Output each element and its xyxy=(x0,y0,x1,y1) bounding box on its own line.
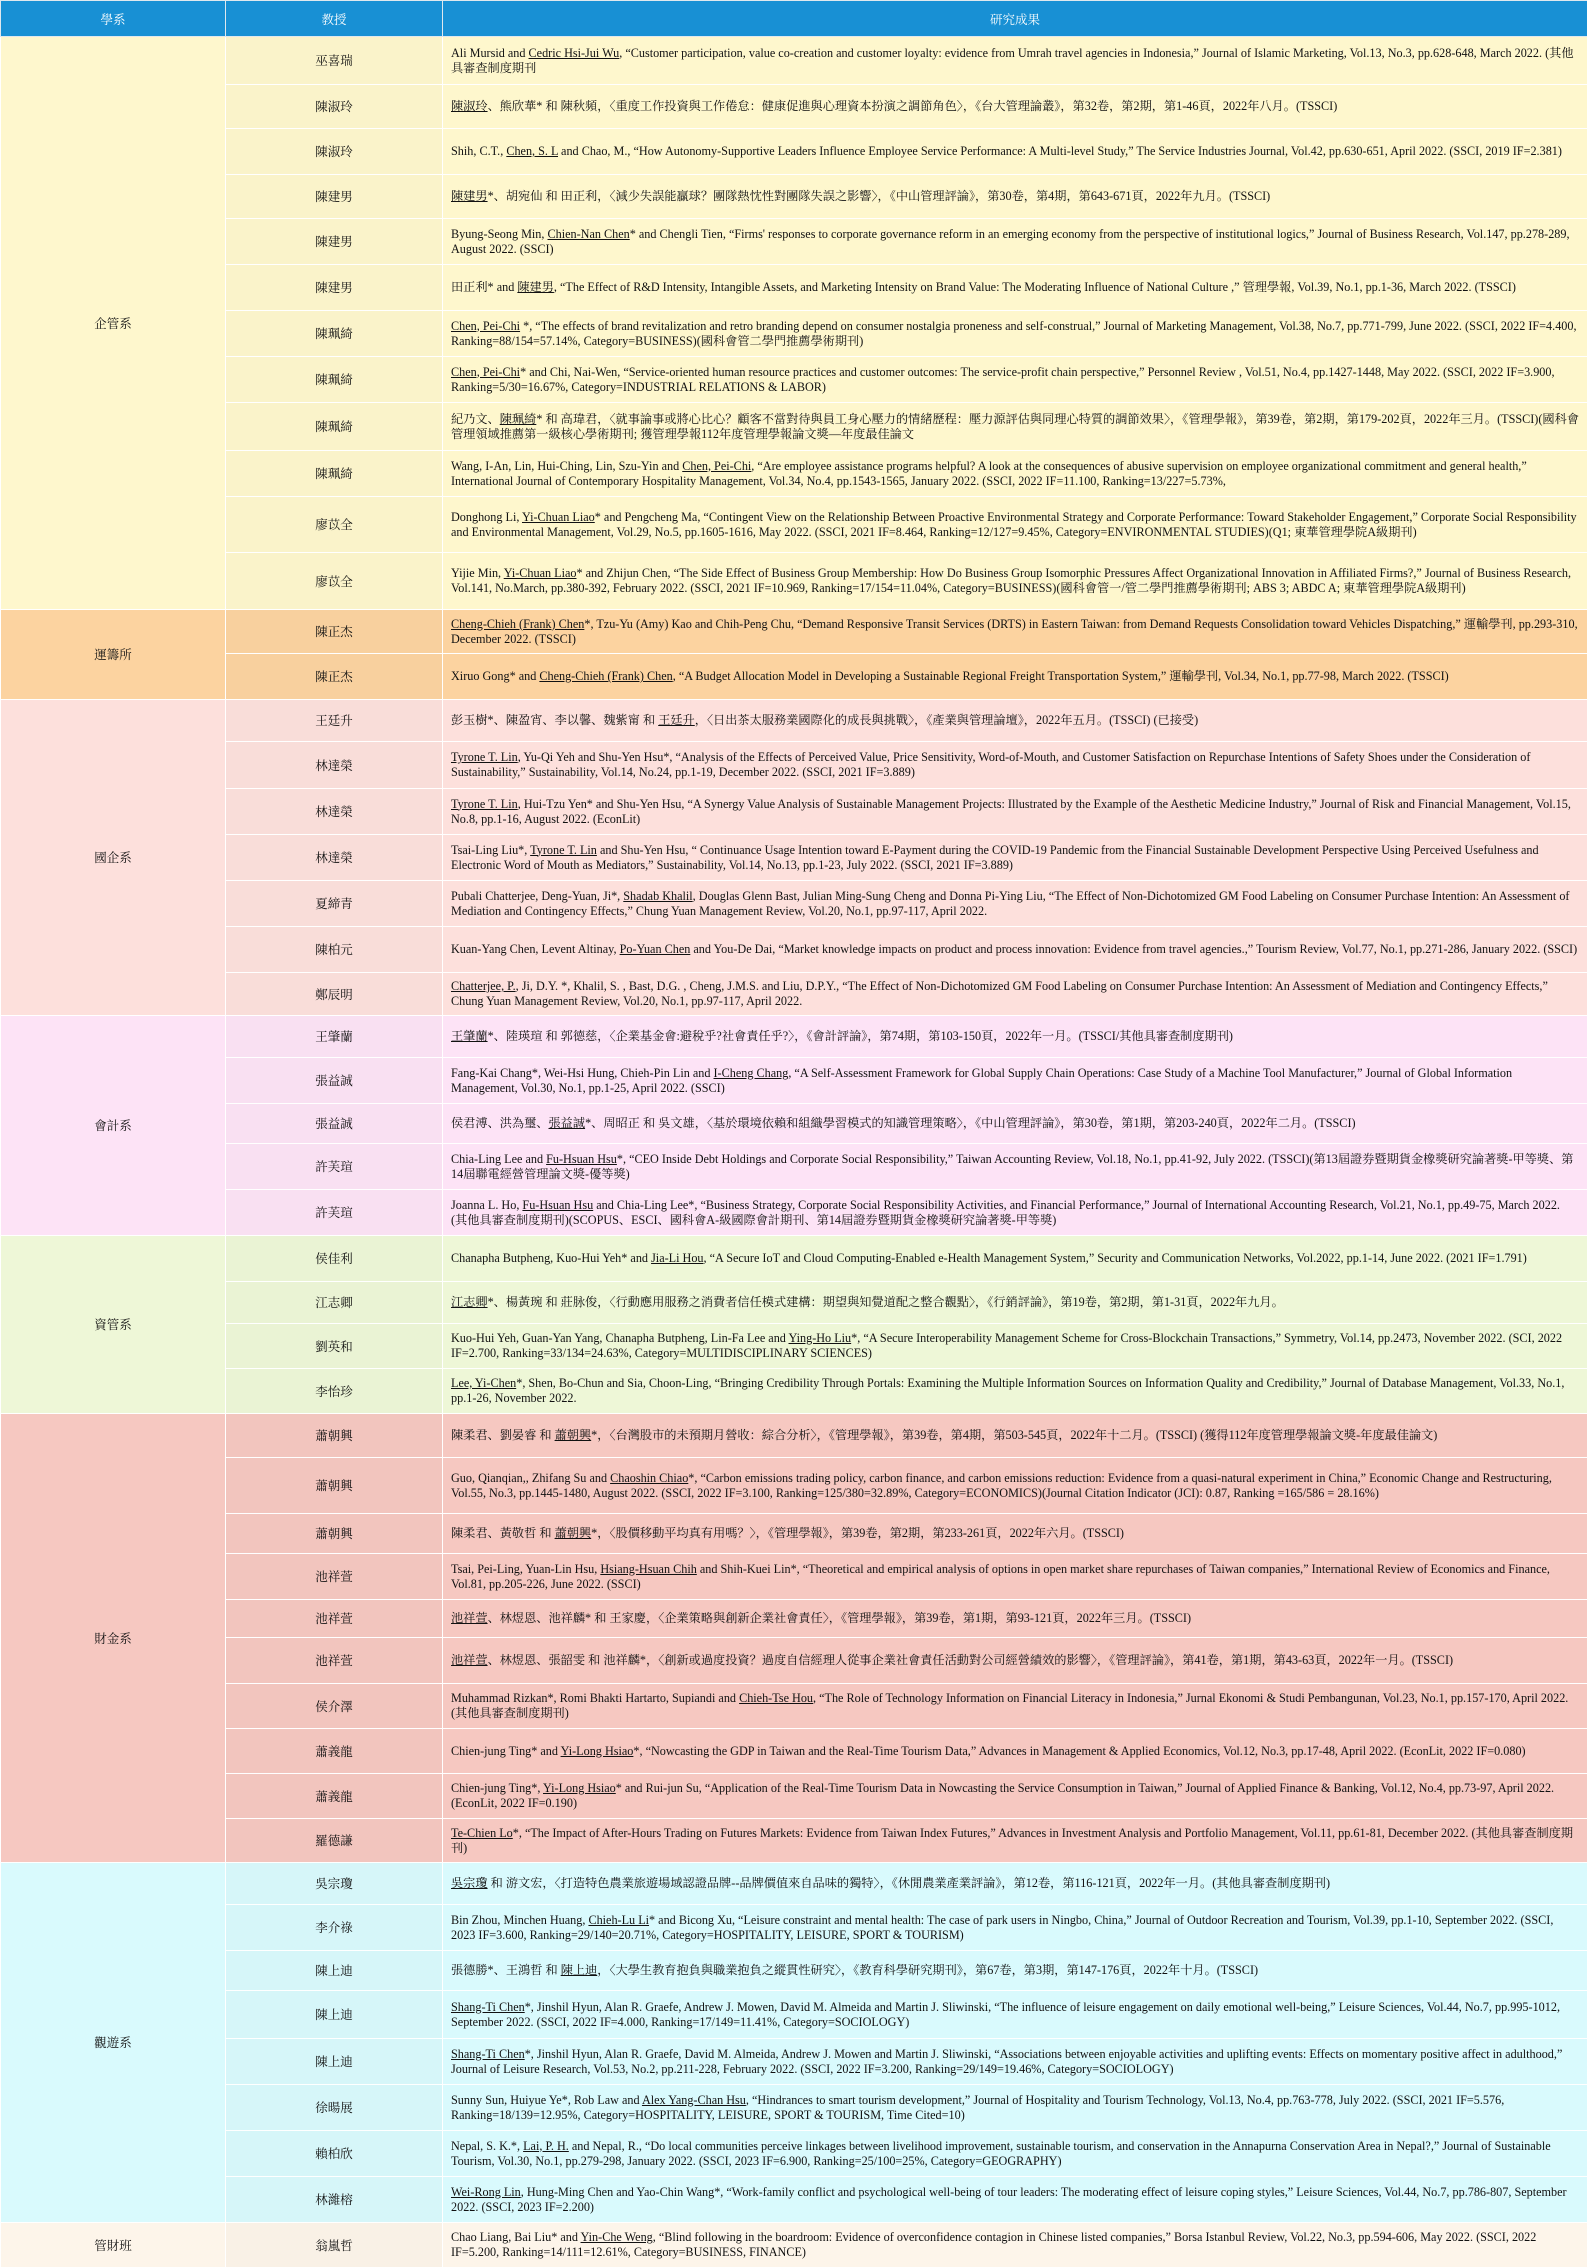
research-cell xyxy=(443,175,1587,219)
author-name: Jia-Li Hou xyxy=(651,1251,703,1265)
author-name: 蕭朝興 xyxy=(555,1428,592,1442)
table-row xyxy=(1,1282,1587,1324)
author-name: 陳建男 xyxy=(451,189,488,203)
table-row xyxy=(1,1016,1587,1058)
research-cell xyxy=(443,835,1587,881)
author-name: Shang-Ti Chen xyxy=(451,2047,525,2061)
professor-cell: 蕭朝興 xyxy=(226,1514,443,1554)
professor-cell: 侯介澤 xyxy=(226,1684,443,1729)
author-name: Lai, P. H. xyxy=(523,2139,569,2153)
research-cell xyxy=(443,1774,1587,1819)
citation-text: *、周昭正 和 吳文雄，〈基於環境依賴和組織學習模式的知識管理策略〉，《中山管理評論》，第30卷，第1期，第203-240頁，2022年二月。(TSSCI) xyxy=(585,1116,1356,1130)
author-name: 池祥萱 xyxy=(451,1611,488,1625)
citation-text: Guo, Qianqian,, Zhifang Su and xyxy=(451,1471,610,1485)
research-cell xyxy=(443,1458,1587,1514)
table-row xyxy=(1,1600,1587,1638)
table-row xyxy=(1,175,1587,219)
citation-text: Byung-Seong Min, xyxy=(451,227,548,241)
professor-cell: 陳淑玲 xyxy=(226,85,443,129)
professor-cell: 林達榮 xyxy=(226,742,443,789)
author-name: Shadab Khalil xyxy=(623,889,692,903)
author-name: Chien-Nan Chen xyxy=(548,227,630,241)
citation-text: Tsai-Ling Liu*, xyxy=(451,843,530,857)
table-row xyxy=(1,1554,1587,1600)
research-cell xyxy=(443,789,1587,835)
citation-text: Chanapha Butpheng, Kuo-Hui Yeh* and xyxy=(451,1251,651,1265)
professor-cell: 陳柏元 xyxy=(226,927,443,973)
professor-cell: 蕭朝興 xyxy=(226,1458,443,1514)
table-row xyxy=(1,973,1587,1016)
citation-text: , “The Role of Technology Information on Financial Literacy in Indonesia,” Jurnal Ekonomi & Studi Pembangunan, Vol.23, No.1, pp.157-170, April 2022. (其他具審查制度期刊) xyxy=(451,1691,1568,1720)
citation-text: and Chao, M., “How Autonomy-Supportive Leaders Influence Employee Service Performance: A Multi-level Study,” The Service Industries Journal, Vol.42, pp.630-651, April 2022. (SSCI, 2019 IF=2.381) xyxy=(558,144,1562,158)
author-name: Chieh-Tse Hou xyxy=(739,1691,813,1705)
professor-cell: 廖苡全 xyxy=(226,497,443,553)
citation-text: * 和 高瑋君，〈就事論事或將心比心？顧客不當對待與員工身心壓力的情緒歷程：壓力源評估與同理心特質的調節效果〉，《管理學報》，第39卷，第2期，第179-202頁，2022年三月。(TSSCI)(國科會管理領域推薦第一級核心學術期刊; 獲管理學報112年度管理學報論文獎—年度最佳論文 xyxy=(451,412,1579,441)
table-row xyxy=(1,1190,1587,1236)
research-cell xyxy=(443,85,1587,129)
author-name: 張益誠 xyxy=(549,1116,586,1130)
citation-text: , “Customer participation, value co-creation and customer loyalty: evidence from Umrah travel agencies in Indonesia,” Journal of Islamic Marketing, Vol.13, No.3, pp.628-648, March 2022. (其他具審查制度期刊 xyxy=(451,46,1574,75)
author-name: 陳珮綺 xyxy=(500,412,537,426)
citation-text: , Hui-Tzu Yen* and Shu-Yen Hsu, “A Synergy Value Analysis of Sustainable Management Projects: Illustrated by the Example of the Aesthetic Medicine Industry,” Journal of Risk and Financial Management, Vol.15, No.8, pp.1-16, August 2022. (EconLit) xyxy=(451,797,1571,826)
author-name: Chen, Pei-Chi xyxy=(451,319,520,333)
research-cell xyxy=(443,1190,1587,1236)
table-row xyxy=(1,789,1587,835)
research-cell xyxy=(443,129,1587,175)
professor-cell: 陳建男 xyxy=(226,175,443,219)
research-cell xyxy=(443,1016,1587,1058)
citation-text: *, Jinshil Hyun, Alan R. Graefe, Andrew J. Mowen, David M. Almeida and Martin J. Sliwinski, “The influence of leisure engagement on daily emotional well-being,” Leisure Sciences, Vol.44, No.7, pp.995-1012, September 2022. (SSCI, 2022 IF=4.000, Ranking=17/149=11.41%, Category=SOCIOLOGY) xyxy=(451,2000,1560,2029)
header-research: 研究成果 xyxy=(443,1,1587,37)
research-cell xyxy=(443,881,1587,927)
author-name: Chen, Pei-Chi xyxy=(451,365,520,379)
citation-text: , Hung-Ming Chen and Yao-Chin Wang*, “Work-family conflict and psychological well-being of tour leaders: The moderating effect of leisure coping styles,” Leisure Sciences, Vol.44, No.7, pp.786-807, September 2022. (SSCI, 2023 IF=2.200) xyxy=(451,2185,1567,2214)
research-cell xyxy=(443,2177,1587,2223)
author-name: Yi-Chuan Liao xyxy=(504,566,577,580)
citation-text: *, Tzu-Yu (Amy) Kao and Chih-Peng Chu, “Demand Responsive Transit Services (DRTS) in Eastern Taiwan: from Demand Requests Consolidation toward Vehicles Dispatching,” 運輸學刊, pp.293-310, December 2022. (TSSCI) xyxy=(451,617,1578,646)
citation-text: *，〈股價移動平均真有用嗎？〉，《管理學報》，第39卷，第2期，第233-261頁，2022年六月。(TSSCI) xyxy=(591,1526,1124,1540)
citation-text: *, “Nowcasting the GDP in Taiwan and the Real-Time Tourism Data,” Advances in Management & Applied Economics, Vol.12, No.3, pp.17-48, April 2022. (EconLit, 2022 IF=0.080) xyxy=(633,1744,1525,1758)
citation-text: Chien-jung Ting*, xyxy=(451,1781,543,1795)
author-name: Cheng-Chieh (Frank) Chen xyxy=(451,617,584,631)
professor-cell: 侯佳利 xyxy=(226,1236,443,1282)
table-row xyxy=(1,1905,1587,1951)
research-cell xyxy=(443,2085,1587,2131)
table-row xyxy=(1,1863,1587,1905)
professor-cell: 蕭朝興 xyxy=(226,1414,443,1458)
citation-text: *、胡宛仙 和 田正利，〈減少失誤能贏球？團隊熱忱性對團隊失誤之影響〉，《中山管理評論》，第30卷，第4期，第643-671頁，2022年九月。(TSSCI) xyxy=(488,189,1271,203)
research-cell xyxy=(443,1554,1587,1600)
author-name: Cheng-Chieh (Frank) Chen xyxy=(539,669,672,683)
author-name: Hsiang-Hsuan Chih xyxy=(600,1562,696,1576)
professor-cell: 羅德謙 xyxy=(226,1819,443,1863)
research-cell xyxy=(443,265,1587,311)
citation-text: Kuan-Yang Chen, Levent Altinay, xyxy=(451,942,620,956)
citation-text: , “A Budget Allocation Model in Developing a Sustainable Regional Freight Transportation System,” 運輸學刊, Vol.34, No.1, pp.77-98, March 2022. (TSSCI) xyxy=(673,669,1449,683)
citation-text: and Nepal, R., “Do local communities perceive linkages between livelihood improvement, sustainable tourism, and conservation in the Annapurna Conservation Area in Nepal?,” Journal of Sustainable Tourism, Vol.30, No.1, pp.279-298, January 2022. (SSCI, 2023 IF=6.900, Ranking=25/100=25%, Category=GEOGRAPHY) xyxy=(451,2139,1551,2168)
professor-cell: 池祥萱 xyxy=(226,1638,443,1684)
table-row xyxy=(1,835,1587,881)
citation-text: * and Chi, Nai-Wen, “Service-oriented human resource practices and customer outcomes: The service-profit chain perspective,” Personnel Review , Vol.51, No.4, pp.1427-1448, May 2022. (SSCI, 2022 IF=3.900, Ranking=5/30=16.67%, Category=INDUSTRIAL RELATIONS & LABOR) xyxy=(451,365,1555,394)
author-name: 陳淑玲 xyxy=(451,99,488,113)
author-name: Te-Chien Lo xyxy=(451,1826,513,1840)
table-row xyxy=(1,553,1587,610)
professor-cell: 蕭義龍 xyxy=(226,1774,443,1819)
research-cell xyxy=(443,553,1587,610)
citation-text: Sunny Sun, Huiyue Ye*, Rob Law and xyxy=(451,2093,642,2107)
research-cell xyxy=(443,2039,1587,2085)
citation-text: Kuo-Hui Yeh, Guan-Yan Yang, Chanapha Butpheng, Lin-Fa Lee and xyxy=(451,1331,789,1345)
citation-text: 陳柔君、黃敬哲 和 xyxy=(451,1526,555,1540)
dept-cell: 會計系 xyxy=(1,1016,226,1236)
citation-text: Chao Liang, Bai Liu* and xyxy=(451,2230,581,2244)
research-cell xyxy=(443,700,1587,742)
citation-text: * and Rui-jun Su, “Application of the Real-Time Tourism Data in Nowcasting the Service Consumption in Taiwan,” Journal of Applied Finance & Banking, Vol.12, No.4, pp.73-97, April 2022. (EconLit, 2022 IF=0.190) xyxy=(451,1781,1554,1810)
citation-text: Shih, C.T., xyxy=(451,144,506,158)
citation-text: ，〈日出茶太服務業國際化的成長與挑戰〉，《產業與管理論壇》，2022年五月。(TSSCI) (已接受) xyxy=(695,713,1198,727)
citation-text: *, “Carbon emissions trading policy, carbon finance, and carbon emissions reduction: Evidence from a quasi-natural experiment in China,” Economic Change and Restructuring, Vol.55, No.3, pp.1445-1480, August 2022. (SSCI, 2022 IF=3.100, Ranking=125/380=32.89%, Category=ECONOMICS)(Journal Citation Indicator (JCI): 0.87, Ranking =165/586 = 28.16%) xyxy=(451,1471,1552,1500)
header-dept: 學系 xyxy=(1,1,226,37)
research-cell xyxy=(443,1638,1587,1684)
professor-cell: 江志卿 xyxy=(226,1282,443,1324)
research-cell xyxy=(443,1104,1587,1144)
table-row xyxy=(1,927,1587,973)
research-cell xyxy=(443,1600,1587,1638)
professor-cell: 徐暘展 xyxy=(226,2085,443,2131)
table-row xyxy=(1,1774,1587,1819)
dept-cell: 觀遊系 xyxy=(1,1863,226,2223)
author-name: 陳上迪 xyxy=(561,1963,598,1977)
citation-text: 紀乃文、 xyxy=(451,412,500,426)
table-row xyxy=(1,2131,1587,2177)
citation-text: and Shih-Kuei Lin*, “Theoretical and empirical analysis of options in open market share repurchases of Taiwan companies,” International Review of Economics and Finance, Vol.81, pp.205-226, June 2022. (SSCI) xyxy=(451,1562,1550,1591)
professor-cell: 李怡珍 xyxy=(226,1369,443,1414)
author-name: Fu-Hsuan Hsu xyxy=(546,1152,617,1166)
table-row xyxy=(1,1458,1587,1514)
table-row xyxy=(1,610,1587,654)
table-row xyxy=(1,37,1587,85)
research-cell xyxy=(443,1324,1587,1369)
research-cell xyxy=(443,37,1587,85)
professor-cell: 蕭義龍 xyxy=(226,1729,443,1774)
table-row xyxy=(1,1951,1587,1991)
author-name: Tyrone T. Lin xyxy=(451,797,518,811)
citation-text: *, “A Secure Interoperability Management Scheme for Cross-Blockchain Transactions,” Symmetry, Vol.14, pp.2473, November 2022. (SCI, 2022 IF=2.700, Ranking=33/134=24.63%, Category=MULTIDISCIPLINARY SCIENCES) xyxy=(451,1331,1562,1360)
table-row xyxy=(1,2085,1587,2131)
table-row xyxy=(1,2039,1587,2085)
citation-text: , “A Self-Assessment Framework for Global Supply Chain Operations: Case Study of a Machine Tool Manufacturer,” Journal of Global Information Management, Vol.30, No.1, pp.1-25, April 2022. (SSCI) xyxy=(451,1066,1512,1095)
research-cell xyxy=(443,1863,1587,1905)
table-row xyxy=(1,85,1587,129)
table-row xyxy=(1,219,1587,265)
professor-cell: 陳上迪 xyxy=(226,2039,443,2085)
dept-cell: 財金系 xyxy=(1,1414,226,1863)
research-cell xyxy=(443,1236,1587,1282)
citation-text: * and Chengli Tien, “Firms' responses to corporate governance reform in an emerging economy from the perspective of institutional logics,” Journal of Business Research, Vol.147, pp.278-289, August 2022. (SSCI) xyxy=(451,227,1570,256)
author-name: Wei-Rong Lin xyxy=(451,2185,521,2199)
research-cell xyxy=(443,742,1587,789)
citation-text: *, “The effects of brand revitalization and retro branding depend on consumer nostalgia proneness and self-construal,” Journal of Marketing Management, Vol.38, No.7, pp.771-799, June 2022. (SSCI, 2022 IF=4.400, Ranking=88/154=57.14%, Category=BUSINESS)(國科會管二學門推薦學術期刊) xyxy=(451,319,1577,348)
citation-text: , Douglas Glenn Bast, Julian Ming-Sung Cheng and Donna Pi-Ying Liu, “The Effect of Non-Dichotomized GM Food Labeling on Consumer Purchase Intention: An Assessment of Mediation and Contingency Effects,” Chung Yuan Management Review, Vol.20, No.1, pp.97-117, April 2022. xyxy=(451,889,1570,918)
citation-text: *, “The Impact of After-Hours Trading on Futures Markets: Evidence from Taiwan Index Futures,” Advances in Investment Analysis and Portfolio Management, Vol.11, pp.61-81, December 2022. (其他具審查制度期刊) xyxy=(451,1826,1573,1855)
table-row xyxy=(1,654,1587,700)
professor-cell: 賴柏欣 xyxy=(226,2131,443,2177)
dept-cell: 企管系 xyxy=(1,37,226,610)
citation-text: 、林煜恩、張韶雯 和 池祥麟*，〈創新或過度投資？過度自信經理人從事企業社會責任活動對公司經營績效的影響〉，《管理評論》，第41卷，第1期，第43-63頁，2022年一月。(TSSCI) xyxy=(488,1653,1454,1667)
research-cell xyxy=(443,1991,1587,2039)
citation-text: Fang-Kai Chang*, Wei-Hsi Hung, Chieh-Pin Lin and xyxy=(451,1066,714,1080)
professor-cell: 許芙瑄 xyxy=(226,1190,443,1236)
research-cell xyxy=(443,1058,1587,1104)
author-name: Alex Yang-Chan Hsu xyxy=(642,2093,746,2107)
author-name: Lee, Yi-Chen xyxy=(451,1376,516,1390)
table-row xyxy=(1,700,1587,742)
professor-cell: 陳建男 xyxy=(226,265,443,311)
author-name: Yin-Che Weng xyxy=(581,2230,653,2244)
author-name: Yi-Long Hsiao xyxy=(543,1781,616,1795)
table-row xyxy=(1,451,1587,497)
author-name: 王肇蘭 xyxy=(451,1029,488,1043)
research-cell xyxy=(443,357,1587,403)
professor-cell: 林達榮 xyxy=(226,789,443,835)
author-name: 陳建男 xyxy=(517,280,554,294)
citation-text: Donghong Li, xyxy=(451,510,522,524)
citation-text: , Yu-Qi Yeh and Shu-Yen Hsu*, “Analysis of the Effects of Perceived Value, Price Sensitivity, Word-of-Mouth, and Customer Satisfaction on Repurchase Intentions of Safety Shoes under the Consideration of Sustainability,” Sustainability, Vol.14, No.24, pp.1-19, December 2022. (SSCI, 2021 IF=3.889) xyxy=(451,750,1530,779)
professor-cell: 陳珮綺 xyxy=(226,357,443,403)
citation-text: 和 游文宏，〈打造特色農業旅遊場域認證品牌--品牌價值來自品味的獨特〉，《休閒農業產業評論》，第12卷，第116-121頁，2022年一月。(其他具審查制度期刊) xyxy=(488,1876,1330,1890)
citation-text: Muhammad Rizkan*, Romi Bhakti Hartarto, Supiandi and xyxy=(451,1691,739,1705)
citation-text: Pubali Chatterjee, Deng-Yuan, Ji*, xyxy=(451,889,623,903)
table-row xyxy=(1,1236,1587,1282)
table-row xyxy=(1,1991,1587,2039)
research-cell xyxy=(443,1282,1587,1324)
professor-cell: 張益誠 xyxy=(226,1104,443,1144)
table-header-row xyxy=(1,1,1587,37)
table-row xyxy=(1,2177,1587,2223)
author-name: Po-Yuan Chen xyxy=(620,942,691,956)
research-cell xyxy=(443,1684,1587,1729)
table-row xyxy=(1,1369,1587,1414)
author-name: 王廷升 xyxy=(658,713,695,727)
professor-cell: 陳建男 xyxy=(226,219,443,265)
citation-text: Xiruo Gong* and xyxy=(451,669,539,683)
professor-cell: 池祥萱 xyxy=(226,1600,443,1638)
citation-text: *, Jinshil Hyun, Alan R. Graefe, David M. Almeida, Andrew J. Mowen and Martin J. Sliwinski, “Associations between enjoyable activities and uplifting events: Effects on momentary positive affect in adulthood,” Journal of Leisure Research, Vol.53, No.2, pp.211-228, February 2022. (SSCI, 2022 IF=3.200, Ranking=29/149=19.46%, Category=SOCIOLOGY) xyxy=(451,2047,1562,2076)
author-name: Shang-Ti Chen xyxy=(451,2000,525,2014)
professor-cell: 李介祿 xyxy=(226,1905,443,1951)
professor-cell: 吳宗瓊 xyxy=(226,1863,443,1905)
citation-text: 田正利* and xyxy=(451,280,517,294)
citation-text: , Ji, D.Y. *, Khalil, S. , Bast, D.G. , Cheng, J.M.S. and Liu, D.P.Y., “The Effect of Non-Dichotomized GM Food Labeling on Consumer Purchase Intention: An Assessment of Mediation and Contingency Effects,” Chung Yuan Management Review, Vol.20, No.1, pp.97-117, April 2022. xyxy=(451,979,1548,1008)
citation-text: *、楊黃琬 和 莊脉俊，〈行動應用服務之消費者信任模式建構：期望與知覺道配之整合觀點〉，《行銷評論》，第19卷，第2期，第1-31頁，2022年九月。 xyxy=(488,1295,1284,1309)
dept-cell: 資管系 xyxy=(1,1236,226,1414)
table-row xyxy=(1,1058,1587,1104)
professor-cell: 林達榮 xyxy=(226,835,443,881)
table-row xyxy=(1,403,1587,451)
table-row xyxy=(1,1514,1587,1554)
table-row xyxy=(1,357,1587,403)
dept-cell: 運籌所 xyxy=(1,610,226,700)
citation-text: 侯君溥、洪為璽、 xyxy=(451,1116,549,1130)
table-row xyxy=(1,1414,1587,1458)
table-row xyxy=(1,1104,1587,1144)
professor-cell: 王廷升 xyxy=(226,700,443,742)
professor-cell: 林濰榕 xyxy=(226,2177,443,2223)
dept-cell: 管財班 xyxy=(1,2223,226,2268)
research-cell xyxy=(443,451,1587,497)
citation-text: ，〈大學生教育抱負與職業抱負之縱貫性研究〉，《教育科學研究期刊》，第67卷，第3期，第147-176頁，2022年十月。(TSSCI) xyxy=(597,1963,1258,1977)
citation-text: 張德勝*、王鴻哲 和 xyxy=(451,1963,561,1977)
citation-text: *，〈台灣股市的未預期月營收：綜合分析〉，《管理學報》，第39卷，第4期，第503-545頁，2022年十二月。(TSSCI) (獲得112年度管理學報論文獎-年度最佳論文) xyxy=(591,1428,1437,1442)
table-row xyxy=(1,742,1587,789)
author-name: Chaoshin Chiao xyxy=(610,1471,688,1485)
citation-text: , “A Secure IoT and Cloud Computing-Enabled e-Health Management System,” Security and Communication Networks, Vol.2022, pp.1-14, June 2022. (2021 IF=1.791) xyxy=(704,1251,1527,1265)
research-cell xyxy=(443,1905,1587,1951)
research-cell xyxy=(443,311,1587,357)
research-cell xyxy=(443,654,1587,700)
citation-text: *、陸瑛瑄 和 郭德慈，〈企業基金會:避稅乎?社會責任乎?〉，《會計評論》，第74期，第103-150頁，2022年一月。(TSSCI/其他具審查制度期刊) xyxy=(488,1029,1233,1043)
author-name: Tyrone T. Lin xyxy=(451,750,518,764)
author-name: Chen, S. L xyxy=(506,144,558,158)
citation-text: and Shu-Yen Hsu, “ Continuance Usage Intention toward E-Payment during the COVID-19 Pandemic from the Financial Sustainable Development Perspective Using Perceived Usefulness and Electronic Word of Mouth as Mediators,” Sustainability, Vol.14, No.13, pp.1-23, July 2022. (SSCI, 2021 IF=3.889) xyxy=(451,843,1539,872)
professor-cell: 陳上迪 xyxy=(226,1991,443,2039)
professor-cell: 陳正杰 xyxy=(226,610,443,654)
table-row xyxy=(1,1638,1587,1684)
professor-cell: 夏締青 xyxy=(226,881,443,927)
professor-cell: 陳珮綺 xyxy=(226,451,443,497)
professor-cell: 陳淑玲 xyxy=(226,129,443,175)
table-row xyxy=(1,265,1587,311)
author-name: Yi-Chuan Liao xyxy=(522,510,595,524)
professor-cell: 王肇蘭 xyxy=(226,1016,443,1058)
citation-text: Chia-Ling Lee and xyxy=(451,1152,546,1166)
citation-text: * and Bicong Xu, “Leisure constraint and mental health: The case of park users in Ningbo, China,” Journal of Outdoor Recreation and Tourism, Vol.39, pp.1-10, September 2022. (SSCI, 2023 IF=3.600, Ranking=29/140=20.71%, Category=HOSPITALITY, LEISURE, SPORT & TOURISM) xyxy=(451,1913,1553,1942)
citation-text: * and Zhijun Chen, “The Side Effect of Business Group Membership: How Do Business Group Isomorphic Pressures Affect Organizational Innovation in Affiliated Firms?,” Journal of Business Research, Vol.141, No.March, pp.380-392, February 2022. (SSCI, 2021 IF=10.969, Ranking=17/154=11.04%, Category=BUSINESS)(國科會管一/管二學門推薦學術期刊; ABS 3; ABDC A; 東華管理學院A級期刊) xyxy=(451,566,1571,595)
table-row xyxy=(1,1819,1587,1863)
research-cell xyxy=(443,973,1587,1016)
table-row xyxy=(1,1684,1587,1729)
professor-cell: 巫喜瑞 xyxy=(226,37,443,85)
citation-text: Tsai, Pei-Ling, Yuan-Lin Hsu, xyxy=(451,1562,600,1576)
citation-text: 、熊欣華* 和 陳秋頻，〈重度工作投資與工作倦怠：健康促進與心理資本扮演之調節角色〉，《台大管理論叢》，第32卷，第2期，第1-46頁，2022年八月。(TSSCI) xyxy=(488,99,1338,113)
professor-cell: 廖苡全 xyxy=(226,553,443,610)
table-row xyxy=(1,1144,1587,1190)
research-cell xyxy=(443,1369,1587,1414)
author-name: 池祥萱 xyxy=(451,1653,488,1667)
research-cell xyxy=(443,497,1587,553)
table-row xyxy=(1,1729,1587,1774)
research-cell xyxy=(443,1819,1587,1863)
research-cell xyxy=(443,219,1587,265)
research-cell xyxy=(443,1951,1587,1991)
author-name: Chen, Pei-Chi xyxy=(682,459,751,473)
table-row xyxy=(1,497,1587,553)
author-name: Ying-Ho Liu xyxy=(789,1331,852,1345)
citation-text: Chien-jung Ting* and xyxy=(451,1744,561,1758)
professor-cell: 陳正杰 xyxy=(226,654,443,700)
citation-text: , “Blind following in the boardroom: Evidence of overconfidence contagion in Chinese listed companies,” Borsa Istanbul Review, Vol.22, No.3, pp.594-606, May 2022. (SSCI, 2022 IF=5.200, Ranking=14/111=12.61%, Category=BUSINESS, FINANCE) xyxy=(451,2230,1536,2259)
professor-cell: 劉英和 xyxy=(226,1324,443,1369)
table-row xyxy=(1,2223,1587,2268)
author-name: 江志卿 xyxy=(451,1295,488,1309)
citation-text: 、林煜恩、池祥麟* 和 王家慶，〈企業策略與創新企業社會責任〉，《管理學報》，第39卷，第1期，第93-121頁，2022年三月。(TSSCI) xyxy=(488,1611,1191,1625)
professor-cell: 張益誠 xyxy=(226,1058,443,1104)
table-row xyxy=(1,1324,1587,1369)
author-name: 蕭朝興 xyxy=(555,1526,592,1540)
research-cell xyxy=(443,2223,1587,2268)
citation-text: , “Are employee assistance programs helpful? A look at the consequences of abusive supervision on employee organizational commitment and general health,” International Journal of Contemporary Hospitality Management, Vol.34, No.4, pp.1543-1565, January 2022. (SSCI, 2022 IF=11.100, Ranking=13/227=5.73%, xyxy=(451,459,1527,488)
table-row xyxy=(1,311,1587,357)
research-cell xyxy=(443,1144,1587,1190)
author-name: Cedric Hsi-Jui Wu xyxy=(529,46,620,60)
citation-text: , “Hindrances to smart tourism development,” Journal of Hospitality and Tourism Technology, Vol.13, No.4, pp.763-778, July 2022. (SSCI, 2021 IF=5.576, Ranking=18/139=12.95%, Category=HOSPITALITY, LEISURE, SPORT & TOURISM, Time Cited=10) xyxy=(451,2093,1504,2122)
table-body xyxy=(1,37,1587,2268)
professor-cell: 陳珮綺 xyxy=(226,311,443,357)
citation-text: 陳柔君、劉晏睿 和 xyxy=(451,1428,555,1442)
author-name: Chatterjee, P. xyxy=(451,979,516,993)
author-name: Fu-Hsuan Hsu xyxy=(522,1198,593,1212)
header-professor: 教授 xyxy=(226,1,443,37)
table-row xyxy=(1,881,1587,927)
research-cell xyxy=(443,1514,1587,1554)
professor-cell: 翁嵐哲 xyxy=(226,2223,443,2268)
citation-text: Yijie Min, xyxy=(451,566,504,580)
professor-cell: 陳珮綺 xyxy=(226,403,443,451)
citation-text: Joanna L. Ho, xyxy=(451,1198,522,1212)
dept-cell: 國企系 xyxy=(1,700,226,1016)
citation-text: *, “CEO Inside Debt Holdings and Corporate Social Responsibility,” Taiwan Accounting Review, Vol.18, No.1, pp.41-92, July 2022. (TSSCI)(第13屆證券暨期貨金橡獎研究論著獎-甲等獎、第14屆聯電經營管理論文獎-優等獎) xyxy=(451,1152,1573,1181)
author-name: Tyrone T. Lin xyxy=(530,843,597,857)
author-name: I-Cheng Chang xyxy=(714,1066,789,1080)
citation-text: 彭玉樹*、陳盈宵、李以馨、魏紫甯 和 xyxy=(451,713,658,727)
professor-cell: 陳上迪 xyxy=(226,1951,443,1991)
citation-text: and Chia-Ling Lee*, “Business Strategy, Corporate Social Responsibility Activities, and Financial Performance,” Journal of International Accounting Research, Vol.21, No.1, pp.49-75, March 2022. (其他具審查制度期刊)(SCOPUS、ESCI、國科會A-級國際會計期刊、第14屆證券暨期貨金橡獎研究論著獎-甲等獎) xyxy=(451,1198,1560,1227)
research-cell xyxy=(443,1729,1587,1774)
professor-cell: 許芙瑄 xyxy=(226,1144,443,1190)
author-name: 吳宗瓊 xyxy=(451,1876,488,1890)
citation-text: and You-De Dai, “Market knowledge impacts on product and process innovation: Evidence from travel agencies.,” Tourism Review, Vol.77, No.1, pp.271-286, January 2022. (SSCI) xyxy=(690,942,1577,956)
citation-text: *, Shen, Bo-Chun and Sia, Choon-Ling, “Bringing Credibility Through Portals: Examining the Multiple Information Sources on Information Quality and Credibility,” Journal of Database Management, Vol.33, No.1, pp.1-26, November 2022. xyxy=(451,1376,1564,1405)
research-cell xyxy=(443,2131,1587,2177)
author-name: Yi-Long Hsiao xyxy=(561,1744,634,1758)
research-cell xyxy=(443,610,1587,654)
citation-text: * and Pengcheng Ma, “Contingent View on the Relationship Between Proactive Environmental Strategy and Corporate Performance: Toward Stakeholder Engagement,” Corporate Social Responsibility and Environmental Management, Vol.29, No.5, pp.1605-1616, May 2022. (SSCI, 2021 IF=8.464, Ranking=12/127=9.45%, Category=ENVIRONMENTAL STUDIES)(Q1; 東華管理學院A級期刊) xyxy=(451,510,1577,539)
citation-text: Nepal, S. K.*, xyxy=(451,2139,523,2153)
research-cell xyxy=(443,1414,1587,1458)
citation-text: , “The Effect of R&D Intensity, Intangible Assets, and Marketing Intensity on Brand Value: The Moderating Influence of National Culture ,” 管理學報, Vol.39, No.1, pp.1-36, March 2022. (TSSCI) xyxy=(554,280,1516,294)
table-row xyxy=(1,129,1587,175)
citation-text: Ali Mursid and xyxy=(451,46,529,60)
professor-cell: 池祥萱 xyxy=(226,1554,443,1600)
author-name: Chieh-Lu Li xyxy=(588,1913,649,1927)
research-cell xyxy=(443,403,1587,451)
research-cell xyxy=(443,927,1587,973)
citation-text: Bin Zhou, Minchen Huang, xyxy=(451,1913,588,1927)
citation-text: Wang, I-An, Lin, Hui-Ching, Lin, Szu-Yin and xyxy=(451,459,682,473)
professor-cell: 鄭辰明 xyxy=(226,973,443,1016)
